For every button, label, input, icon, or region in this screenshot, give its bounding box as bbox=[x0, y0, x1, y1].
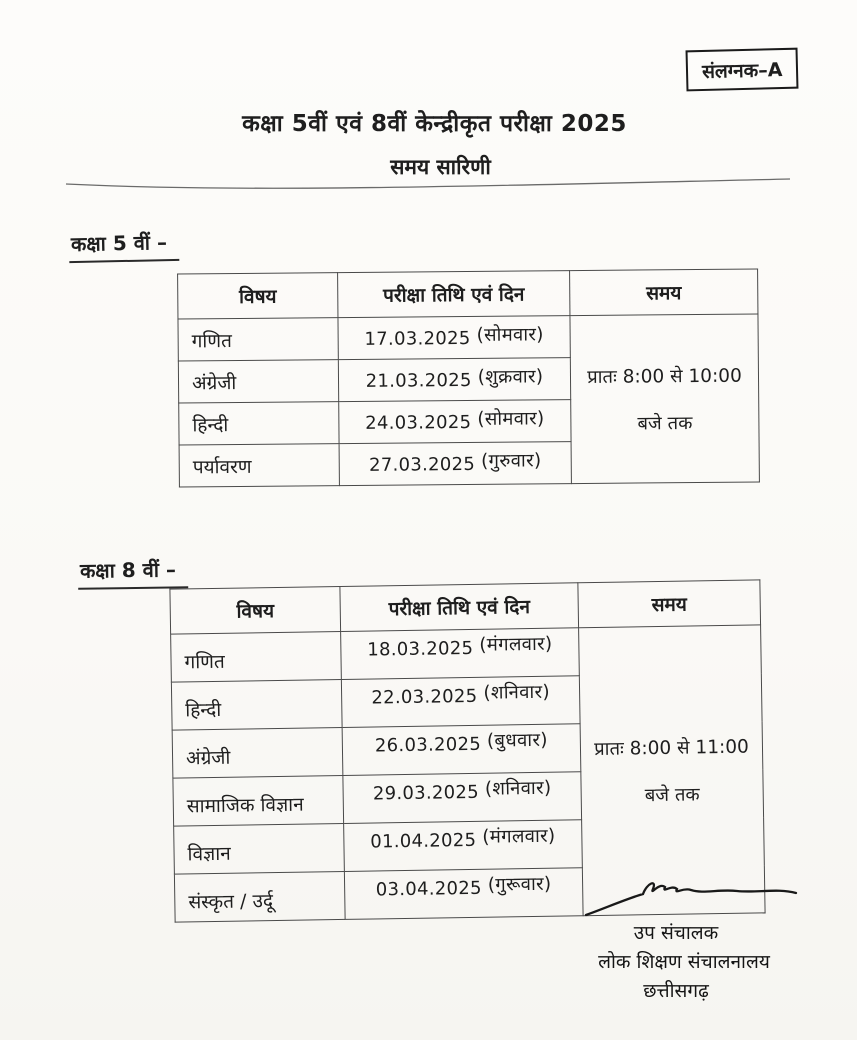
exam-date: 17.03.2025 bbox=[364, 327, 471, 350]
class5-col-date: परीक्षा तिथि एवं दिन bbox=[338, 271, 570, 318]
exam-day: (मंगलवार) bbox=[479, 633, 553, 656]
exam-date: 29.03.2025 bbox=[372, 781, 480, 805]
exam-day: (बुधवार) bbox=[486, 729, 548, 752]
exam-day: (मंगलवार) bbox=[482, 825, 556, 848]
page-subtitle: समय सारिणी bbox=[390, 155, 491, 179]
date-cell bbox=[339, 400, 571, 444]
date-cell bbox=[338, 316, 570, 360]
date-cell bbox=[342, 724, 581, 776]
subject-cell: अंग्रेजी bbox=[178, 360, 338, 403]
time-text-line2: बजे तक bbox=[637, 412, 693, 435]
date-cell bbox=[343, 772, 582, 824]
divider-line bbox=[0, 172, 857, 198]
signatory-state: छत्तीसगढ़ bbox=[643, 980, 709, 1002]
date-cell bbox=[344, 820, 583, 872]
time-text-line1: प्रातः 8:00 से 11:00 bbox=[594, 736, 749, 760]
signatory-designation: उप संचालक bbox=[633, 922, 719, 944]
class8-col-date: परीक्षा तिथि एवं दिन bbox=[340, 583, 579, 632]
subject-cell: संस्कृत / उर्दू bbox=[174, 871, 345, 922]
exam-date: 26.03.2025 bbox=[374, 733, 482, 757]
subject-cell: पर्यावरण bbox=[179, 444, 339, 487]
class8-heading: कक्षा 8 वीं – bbox=[78, 555, 188, 590]
subject-cell: गणित bbox=[178, 318, 338, 361]
class5-timetable bbox=[177, 268, 760, 487]
date-cell bbox=[341, 676, 580, 728]
exam-day: (शनिवार) bbox=[484, 777, 552, 800]
attachment-label: संलग्नक–A bbox=[701, 59, 783, 83]
page-title: कक्षा 5वीं एवं 8वीं केन्द्रीकृत परीक्षा 2025 bbox=[242, 111, 627, 137]
date-cell bbox=[339, 442, 571, 486]
subject-cell: सामाजिक विज्ञान bbox=[173, 775, 344, 826]
table-row bbox=[171, 625, 762, 682]
date-cell bbox=[341, 628, 580, 680]
exam-day: (शनिवार) bbox=[483, 681, 551, 704]
class8-col-subject: विषय bbox=[170, 586, 341, 634]
table-row bbox=[178, 314, 758, 361]
time-cell bbox=[570, 314, 759, 484]
exam-date: 27.03.2025 bbox=[368, 453, 476, 476]
exam-day: (सोमवार) bbox=[476, 324, 544, 346]
subject-cell: हिन्दी bbox=[171, 679, 342, 730]
time-text-line1: प्रातः 8:00 से 10:00 bbox=[587, 365, 742, 388]
exam-day: (शुक्रवार) bbox=[477, 366, 544, 388]
exam-day: (सोमवार) bbox=[477, 408, 545, 430]
attachment-label-box bbox=[686, 48, 799, 92]
exam-date: 22.03.2025 bbox=[371, 685, 478, 709]
date-cell bbox=[338, 358, 570, 402]
exam-date: 24.03.2025 bbox=[365, 411, 472, 434]
subject-cell: अंग्रेजी bbox=[172, 727, 343, 778]
class5-heading: कक्षा 5 वीं – bbox=[69, 228, 180, 263]
exam-date: 03.04.2025 bbox=[375, 877, 483, 901]
exam-date: 21.03.2025 bbox=[365, 369, 472, 392]
time-text-line2: बजे तक bbox=[644, 783, 700, 806]
exam-date: 18.03.2025 bbox=[367, 637, 474, 661]
class5-header-row bbox=[178, 269, 758, 319]
subject-cell: हिन्दी bbox=[179, 402, 339, 445]
signature-block bbox=[540, 869, 812, 1006]
signature-scribble-icon bbox=[580, 869, 810, 919]
subject-cell: गणित bbox=[171, 631, 342, 682]
class8-col-time: समय bbox=[578, 580, 761, 628]
exam-date: 01.04.2025 bbox=[370, 829, 477, 853]
exam-day: (गुरुवार) bbox=[480, 450, 542, 472]
exam-day: (गुरूवार) bbox=[487, 873, 552, 896]
class5-col-subject: विषय bbox=[178, 273, 338, 319]
signatory-office: लोक शिक्षण संचालनालय bbox=[598, 951, 770, 973]
class5-col-time: समय bbox=[570, 269, 758, 316]
subject-cell: विज्ञान bbox=[174, 823, 345, 874]
